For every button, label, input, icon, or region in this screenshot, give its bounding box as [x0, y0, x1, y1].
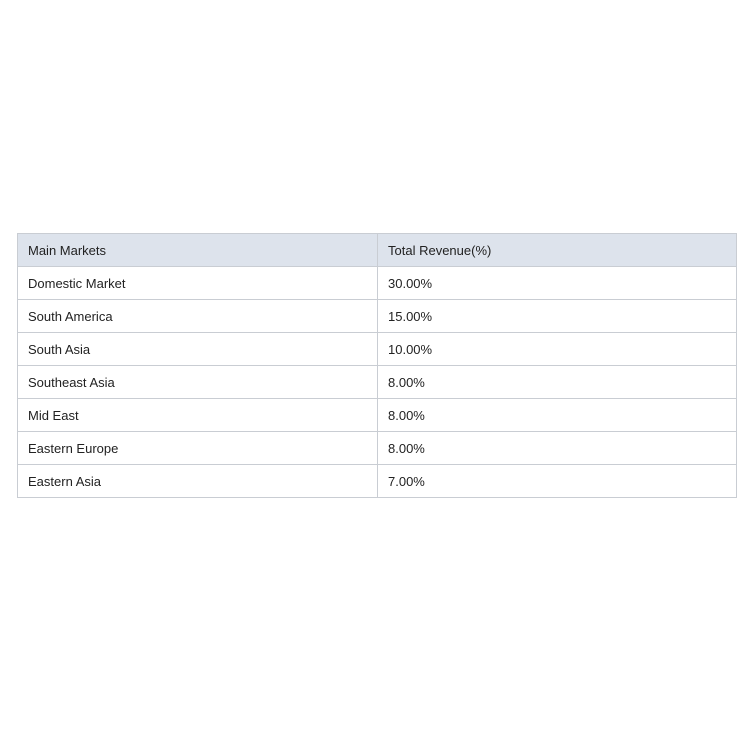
- revenue-cell: 8.00%: [378, 399, 737, 432]
- market-cell: Mid East: [18, 399, 378, 432]
- table-row: [18, 333, 737, 366]
- table-body: [18, 267, 737, 498]
- table-row: [18, 432, 737, 465]
- table-header: [18, 234, 737, 267]
- market-cell: Domestic Market: [18, 267, 378, 300]
- header-total-revenue: Total Revenue(%): [378, 234, 737, 267]
- header-main-markets: Main Markets: [18, 234, 378, 267]
- revenue-cell: 30.00%: [378, 267, 737, 300]
- market-cell: Eastern Europe: [18, 432, 378, 465]
- market-cell: South America: [18, 300, 378, 333]
- header-row: [18, 234, 737, 267]
- table-row: [18, 399, 737, 432]
- revenue-cell: 7.00%: [378, 465, 737, 498]
- table-row: [18, 465, 737, 498]
- market-cell: South Asia: [18, 333, 378, 366]
- revenue-cell: 10.00%: [378, 333, 737, 366]
- table-row: [18, 366, 737, 399]
- revenue-cell: 8.00%: [378, 366, 737, 399]
- market-cell: Southeast Asia: [18, 366, 378, 399]
- market-cell: Eastern Asia: [18, 465, 378, 498]
- main-markets-table: [17, 233, 737, 498]
- revenue-cell: 15.00%: [378, 300, 737, 333]
- revenue-cell: 8.00%: [378, 432, 737, 465]
- table-row: [18, 267, 737, 300]
- table-row: [18, 300, 737, 333]
